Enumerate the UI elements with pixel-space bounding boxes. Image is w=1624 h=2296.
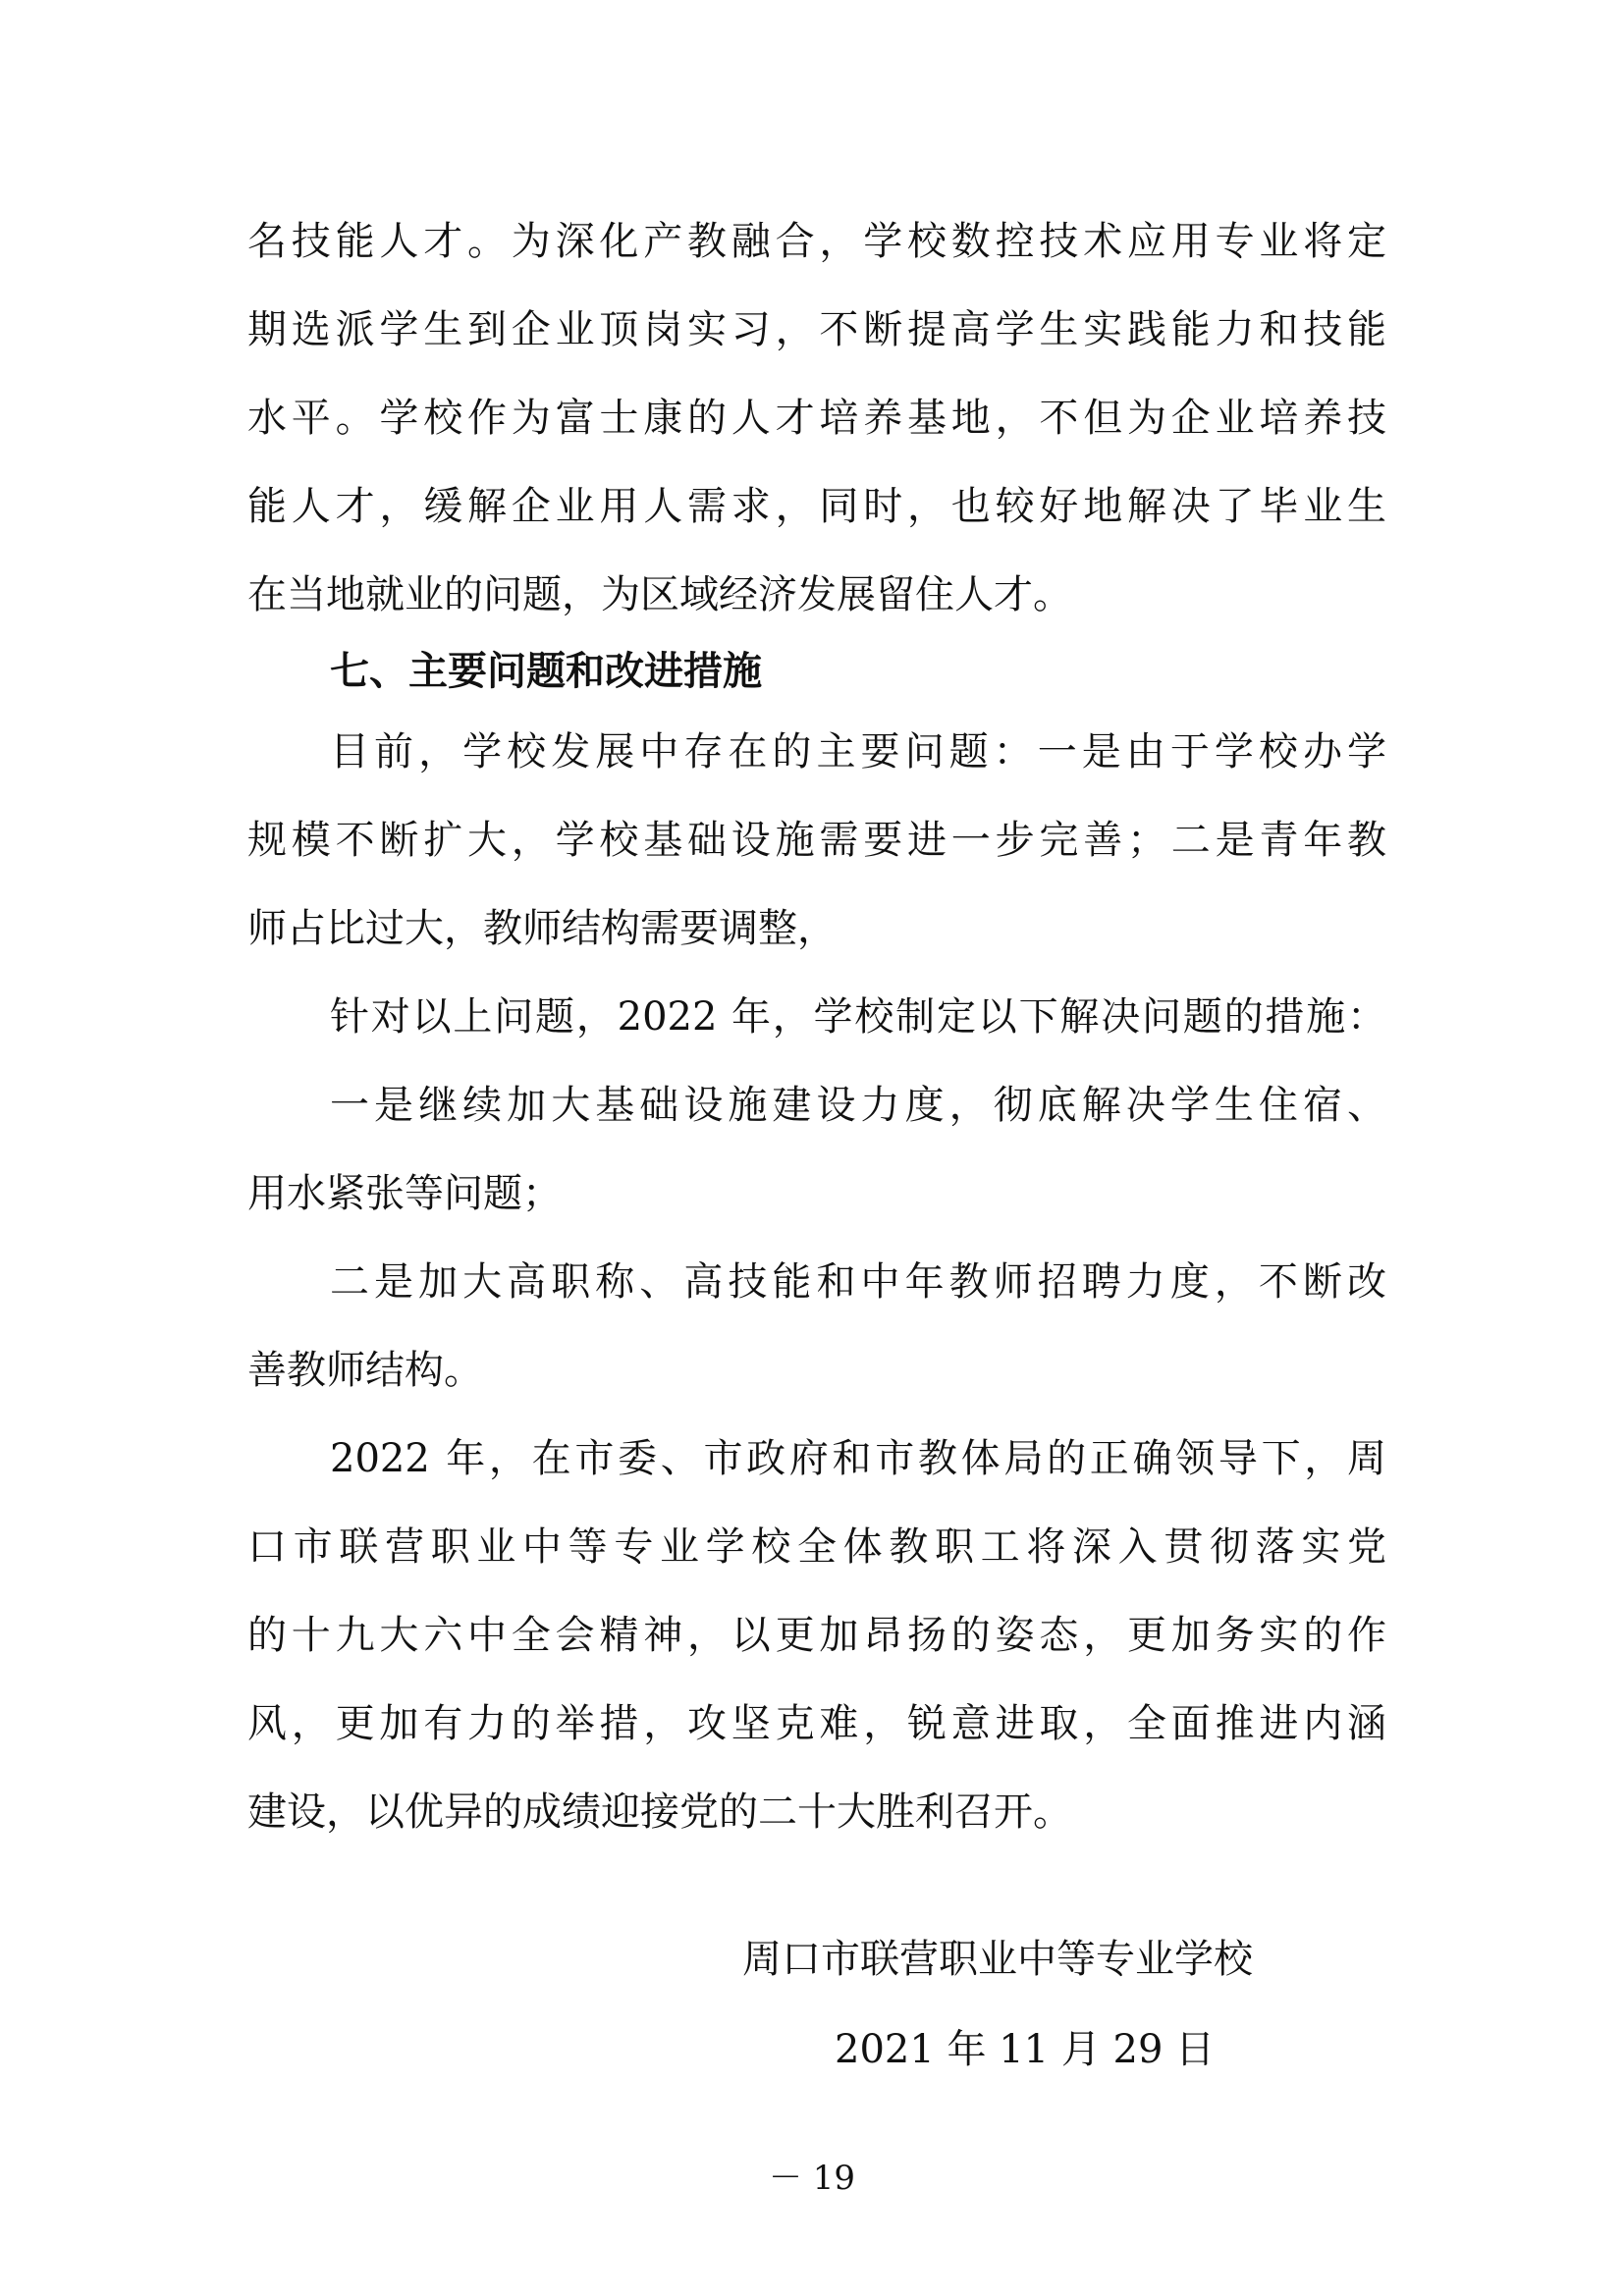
section-heading: 七、主要问题和改进措施 [330,649,762,694]
paragraph-6-line-5: 建设，以优异的成绩迎接党的二十大胜利召开。 [247,1789,1072,1835]
paragraph-6-line-2: 口市联营职业中等专业学校全体教职工将深入贯彻落实党 [247,1524,1386,1570]
paragraph-5-line-2: 善教师结构。 [247,1348,483,1393]
paragraph-6-line-3: 的十九大六中全会精神，以更加昂扬的姿态，更加务实的作 [247,1613,1386,1658]
paragraph-4-line-2: 用水紧张等问题； [247,1171,562,1216]
paragraph-1-line-5: 在当地就业的问题，为区域经济发展留住人才。 [247,572,1072,617]
page-number: － 19 [768,2159,856,2198]
paragraph-1-line-2: 期选派学生到企业顶岗实习，不断提高学生实践能力和技能 [247,307,1386,352]
paragraph-2-line-1: 目前，学校发展中存在的主要问题：一是由于学校办学 [330,729,1386,774]
paragraph-5-line-1: 二是加大高职称、高技能和中年教师招聘力度，不断改 [330,1259,1386,1305]
paragraph-4-line-1: 一是继续加大基础设施建设力度，彻底解决学生住宿、 [330,1083,1386,1128]
paragraph-1-line-3: 水平。学校作为富士康的人才培养基地，不但为企业培养技 [247,396,1386,441]
paragraph-3-line-1: 针对以上问题，2022 年，学校制定以下解决问题的措施： [330,994,1386,1040]
paragraph-6-line-1: 2022 年，在市委、市政府和市教体局的正确领导下，周 [330,1436,1386,1481]
signature-date: 2021 年 11 月 29 日 [835,2027,1216,2072]
signature-organization: 周口市联营职业中等专业学校 [742,1937,1253,1982]
paragraph-2-line-3: 师占比过大，教师结构需要调整， [247,906,837,951]
paragraph-6-line-4: 风，更加有力的举措，攻坚克难，锐意进取，全面推进内涵 [247,1701,1386,1746]
paragraph-2-line-2: 规模不断扩大，学校基础设施需要进一步完善；二是青年教 [247,818,1386,863]
paragraph-1-line-1: 名技能人才。为深化产教融合，学校数控技术应用专业将定 [247,219,1386,264]
paragraph-1-line-4: 能人才，缓解企业用人需求，同时，也较好地解决了毕业生 [247,484,1386,529]
